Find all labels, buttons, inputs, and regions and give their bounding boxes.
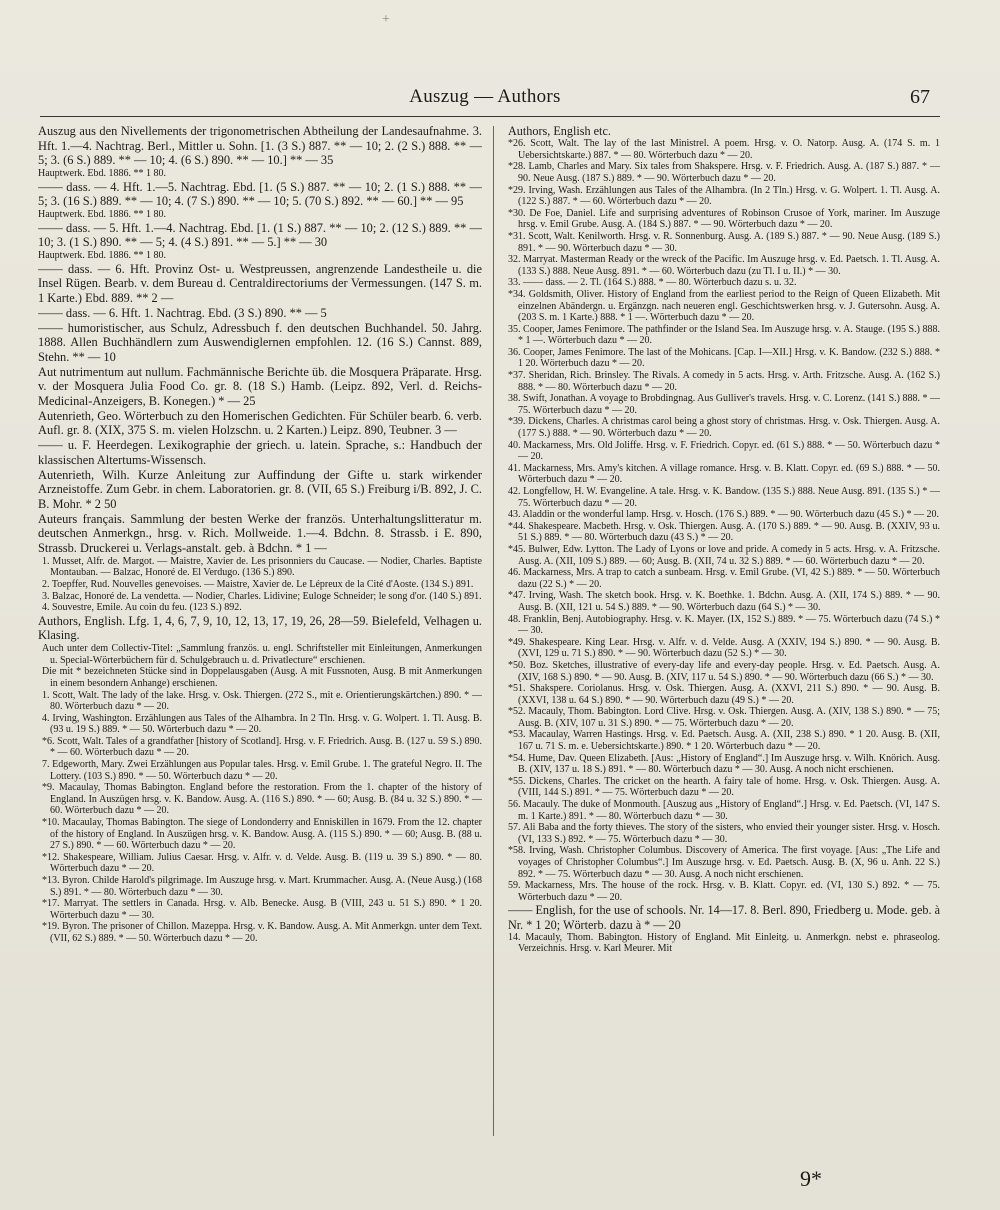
catalog-entry: *30. De Foe, Daniel. Life and surprising adventures of Robinson Crusoe of York, mariner. Im Auszuge hrsg. v. Emil Grube. Ausg. A. (184 S.) 887. * — 90. Wörterbuch dazu * — 20. bbox=[508, 207, 940, 231]
catalog-entry: —— dass. — 4. Hft. 1.—5. Nachtrag. Ebd. [1. (5 S.) 887. ** — 10; 2. (1 S.) 888. ** — 5; 3. (16 S.) 889. ** — 10; 4. (7 S.) 890. ** — 10; 5. (70 S.) 892. ** — 60.] ** — 95 bbox=[38, 179, 482, 209]
left-column bbox=[38, 124, 482, 1164]
catalog-entry: *49. Shakespeare. King Lear. Hrsg. v. Alfr. v. d. Velde. Ausg. A (XXIV, 194 S.) 890. * — 90. Ausg. B. (XVI, 129 u. 71 S.) 890. * — 90. Wörterbuch dazu (52 S.) * — 30. bbox=[508, 636, 940, 660]
catalog-entry: 33. —— dass. — 2. Tl. (164 S.) 888. * — 80. Wörterbuch dazu s. u. 32. bbox=[508, 277, 797, 289]
catalog-entry: *45. Bulwer, Edw. Lytton. The Lady of Lyons or love and pride. A comedy in 5 acts. Hrsg. v. A. Fritzsche. Ausg. A. (XII, 109 S.) 889. — 60; Ausg. B. (XII, 74 u. 32 S.) 889. * — 60. Wörterbuch dazu * — 20. bbox=[508, 543, 940, 567]
catalog-entry: 41. Mackarness, Mrs. Amy's kitchen. A village romance. Hrsg. v. B. Klatt. Copyr. ed. (69 S.) 888. * — 50. Wörterbuch dazu * — 20. bbox=[508, 462, 940, 486]
signature-mark: 9* bbox=[800, 1166, 822, 1191]
catalog-entry: Aut nutrimentum aut nullum. Fachmännische Berichte üb. die Mosquera Präparate. Hrsg. v. der Mosquera Julia Food Co. gr. 8. (18 S.) Hamb. (Leipz. 892, Verl. d. Reichs-Medicinal-Anzeigers, B. Konegen.) * — 25 bbox=[38, 364, 482, 409]
catalog-entry: Autenrieth, Wilh. Kurze Anleitung zur Auffindung der Gifte u. stark wirkender Arzneistoffe. Zum Gebr. in chem. Laboratorien. gr. 8. (VII, 65 S.) Freiburg i/B. 892, J. C. B. Mohr. * 2 50 bbox=[38, 467, 482, 511]
page-header bbox=[40, 86, 930, 120]
catalog-entry: Autenrieth, Geo. Wörterbuch zu den Homerischen Gedichten. Für Schüler bearb. 6. verb. Aufl. gr. 8. (XIX, 375 S. m. vielen Holzschn. u. 2 Karten.) Leipz. 890, Teubner. 3 — bbox=[38, 408, 482, 438]
catalog-entry: *54. Hume, Dav. Queen Elizabeth. [Aus: „History of England“.] Im Auszuge hrsg. v. Wilh. Knörich. Ausg. B. (XIV, 137 u. 18 S.) 891. * — 80. Wörterbuch dazu * — 30. Ausg. A noch nicht erschienen. bbox=[508, 752, 940, 776]
catalog-entry: Authors, English etc. bbox=[508, 124, 611, 138]
catalog-entry: 43. Aladdin or the wonderful lamp. Hrsg. v. Hosch. (176 S.) 889. * — 90. Wörterbuch dazu (45 S.) * — 20. bbox=[508, 509, 940, 521]
catalog-entry: —— humoristischer, aus Schulz, Adressbuch f. den deutschen Buchhandel. 50. Jahrg. 1888. Allen Buchhändlern zum Auswendiglernen empfohlen. 12. (16 S.) Cannst. 889, Stehn. ** — 10 bbox=[38, 320, 482, 364]
catalog-entry: 38. Swift, Jonathan. A voyage to Brobdingnag. Aus Gulliver's travels. Hrsg. v. C. Lorenz. (141 S.) 888. * — 75. Wörterbuch dazu * — 20. bbox=[508, 393, 940, 416]
corner-mark: + bbox=[382, 12, 390, 27]
catalog-entry: *55. Dickens, Charles. The cricket on the hearth. A fairy tale of home. Hrsg. v. Osk. Thiergen. Ausg. A. (VIII, 144 S.) 891. * — 75. Wörterbuch dazu * — 20. bbox=[508, 775, 940, 799]
catalog-entry: Auteurs français. Sammlung der besten Werke der französ. Unterhaltungslitteratur m. deutschen Anmerkgn., hrsg. v. Rich. Mollweide. 1.—4. Bdchn. 8. Strassb. i E. 890, Strassb. Druckerei u. Verlags-anstalt. geb. à Bdchn. * 1 — bbox=[38, 511, 482, 556]
catalog-entry: Hauptwerk. Ebd. 1886. ** 1 80. bbox=[38, 209, 167, 221]
catalog-entry: 3. Balzac, Honoré de. La vendetta. — Nodier, Charles. Lidivine; Euloge Schneider; le song d'or. (140 S.) 891. bbox=[42, 590, 482, 602]
catalog-entry: *39. Dickens, Charles. A christmas carol being a ghost story of christmas. Hrsg. v. Osk. Thiergen. Ausg. A. (177 S.) 888. * — 90. Wörterbuch dazu * — 20. bbox=[508, 416, 940, 440]
right-column bbox=[508, 124, 940, 1164]
catalog-entry: —— dass. — 6. Hft. Provinz Ost- u. Westpreussen, angrenzende Landestheile u. die Insel Rügen. Bearb. v. dem Bureau d. Centraldirectoriums der Vermessungen. (147 S. m. 1 Karte.) Ebd. 889. ** 2 — bbox=[38, 261, 482, 306]
catalog-entry: Hauptwerk. Ebd. 1886. ** 1 80. bbox=[38, 250, 167, 262]
catalog-entry: Authors, English. Lfg. 1, 4, 6, 7, 9, 10, 12, 13, 17, 19, 26, 28—59. Bielefeld, Velhagen u. Klasing. bbox=[38, 613, 482, 643]
catalog-entry: *50. Boz. Sketches, illustrative of every-day life and every-day people. Hrsg. v. Ed. Paetsch. Ausg. A. (XIV, 168 S.) 890. * — 90. Ausg. B. (XIV, 117 u. 54 S.) 890. * — 90. Wörterbuch dazu (66 S.) * — 30. bbox=[508, 659, 940, 683]
catalog-entry: *26. Scott, Walt. The lay of the last Ministrel. A poem. Hrsg. v. O. Natorp. Ausg. A. (174 S. m. 1 Uebersichtskarte.) 887. * — 80. Wörterbuch dazu * — 20. bbox=[508, 138, 940, 161]
catalog-entry: Hauptwerk. Ebd. 1886. ** 1 80. bbox=[38, 168, 167, 180]
catalog-entry: 57. Ali Baba and the forty thieves. The story of the sisters, who envied their younger sister. Hrsg. v. Hosch. (VI, 133 S.) 892. * — 75. Wörterbuch dazu * — 30. bbox=[508, 822, 940, 845]
catalog-entry: *12. Shakespeare, William. Julius Caesar. Hrsg. v. Alfr. v. d. Velde. Ausg. B. (119 u. 39 S.) 890. * — 80. Wörterbuch dazu * — 20. bbox=[42, 851, 482, 875]
catalog-entry: *51. Shakspere. Coriolanus. Hrsg. v. Osk. Thiergen. Ausg. A. (XXVI, 211 S.) 890. * — 90. Ausg. B. (XXVI, 138 u. 64 S.) 890. * — 90. Wörterbuch dazu (49 S.) * — 20. bbox=[508, 683, 940, 706]
catalog-entry: Die mit * bezeichneten Stücke sind in Doppelausgaben (Ausg. A mit Fussnoten, Ausg. B mit Anmerkungen in einem besondern Anhange) erschienen. bbox=[42, 666, 482, 689]
catalog-entry: 14. Macauly, Thom. Babington. History of England. Mit Einleitg. u. Anmerkgn. nebst e. phraseolog. Verzeichnis. Hrsg. v. Karl Meurer. Mit bbox=[508, 931, 940, 955]
catalog-entry: 7. Edgeworth, Mary. Zwei Erzählungen aus Popular tales. Hrsg. v. Emil Grube. 1. The grateful Negro. II. The Lottery. (103 S.) 890. * — 50. Wörterbuch dazu * — 20. bbox=[42, 759, 482, 782]
catalog-entry: *58. Irving, Wash. Christopher Columbus. Discovery of America. The first voyage. [Aus: „The Life and voyages of Christopher Columbus“.] Im Auszuge hrsg. v. Ed. Paetsch. Ausg. B. (X, 96 u. Anh. 22 S.) 892. * — 75. Wörterbuch dazu * — 30. Ausg. A noch nicht erschienen. bbox=[508, 845, 940, 880]
catalog-entry: Auch unter dem Collectiv-Titel: „Sammlung französ. u. engl. Schriftsteller mit Einleitungen, Anmerkungen u. Special-Wörterbüchern für d. Schulgebrauch u. d. Privatlecture“ erschienen. bbox=[42, 643, 482, 666]
catalog-entry: 48. Franklin, Benj. Autobiography. Hrsg. v. K. Mayer. (IX, 152 S.) 889. * — 75. Wörterbuch dazu (74 S.) * — 30. bbox=[508, 613, 940, 637]
catalog-entry: *34. Goldsmith, Oliver. History of England from the earliest period to the Reign of Queen Elizabeth. Mit einzelnen Abändergn. u. Ergänzgn. nach neueren engl. Geschichtswerken hrsg. v. J. Gutersohn. Ausg. A. (203 S. m. 1 Karte.) 888. * 1 —. Wörterbuch dazu * — 20. bbox=[508, 288, 940, 324]
catalog-entry: —— English, for the use of schools. Nr. 14—17. 8. Berl. 890, Friedberg u. Mode. geb. à Nr. * 1 20; Wörterb. dazu à * — 20 bbox=[508, 903, 940, 932]
catalog-entry: *47. Irving, Wash. The sketch book. Hrsg. v. K. Boethke. 1. Bdchn. Ausg. A. (XII, 174 S.) 889. * — 90. Ausg. B. (XII, 121 u. 54 S.) 889. * — 90. Wörterbuch dazu (64 S.) * — 30. bbox=[508, 590, 940, 613]
catalog-entry: *9. Macaulay, Thomas Babington. England before the restoration. From the 1. chapter of the history of England. In Auszügen hrsg. v. K. Bandow. Ausg. A. (116 S.) 890. * — 60; Ausg. B. (84 u. 32 S.) 890. * — 60. Wörterbuch dazu * — 20. bbox=[42, 782, 482, 817]
catalog-entry: 40. Mackarness, Mrs. Old Joliffe. Hrsg. v. F. Friedrich. Copyr. ed. (61 S.) 888. * — 50. Wörterbuch dazu * — 20. bbox=[508, 439, 940, 463]
catalog-entry: *28. Lamb, Charles and Mary. Six tales from Shakspere. Hrsg. v. F. Friedrich. Ausg. A. (187 S.) 887. * — 90. Neue Ausg. (187 S.) 889. * — 90. Wörterbuch dazu * — 20. bbox=[508, 161, 940, 184]
catalog-entry: Auszug aus den Nivellements der trigonometrischen Abtheilung der Landesaufnahme. 3. Hft. 1.—4. Nachtrag. Berl., Mittler u. Sohn. [1. (3 S.) 887. ** — 10; 2. (2 S.) 888. ** — 5; 3. (6 S.) 889. ** — 10; 4. (6 S.) 890. ** — 10.] ** — 35 bbox=[38, 124, 482, 168]
catalog-entry: 35. Cooper, James Fenimore. The pathfinder or the Island Sea. Im Auszuge hrsg. v. A. Stauge. (195 S.) 888. * 1 —. Wörterbuch dazu * — 20. bbox=[508, 323, 940, 347]
catalog-entry: —— dass. — 6. Hft. 1. Nachtrag. Ebd. (3 S.) 890. ** — 5 bbox=[38, 305, 327, 320]
catalog-entry: 2. Toepffer, Rud. Nouvelles genevoises. — Maistre, Xavier de. Le Lépreux de la Cité d'Aoste. (134 S.) 891. bbox=[42, 578, 474, 590]
catalog-entry: *13. Byron. Childe Harold's pilgrimage. Im Auszuge hrsg. v. Mart. Krummacher. Ausg. A. (Neue Ausg.) (168 S.) 891. * — 80. Wörterbuch dazu * — 30. bbox=[42, 875, 482, 898]
column-divider bbox=[493, 126, 494, 1136]
running-title: Auszug — Authors bbox=[409, 86, 561, 107]
catalog-entry: 42. Longfellow, H. W. Evangeline. A tale. Hrsg. v. K. Bandow. (135 S.) 888. Neue Ausg. 891. (135 S.) * — 75. Wörterbuch dazu * — 20. bbox=[508, 486, 940, 509]
header-rule bbox=[40, 116, 940, 117]
catalog-entry: —— dass. — 5. Hft. 1.—4. Nachtrag. Ebd. [1. (1 S.) 887. ** — 10; 2. (12 S.) 889. ** — 10; 3. (1 S.) 890. ** — 5; 4. (4 S.) 891. ** — 5.] ** — 30 bbox=[38, 220, 482, 250]
page-number: 67 bbox=[910, 86, 930, 108]
catalog-entry: 36. Cooper, James Fenimore. The last of the Mohicans. [Cap. I—XII.] Hrsg. v. K. Bandow. (232 S.) 888. * 1 20. Wörterbuch dazu * — 20. bbox=[508, 346, 940, 370]
catalog-entry: *37. Sheridan, Rich. Brinsley. The Rivals. A comedy in 5 acts. Hrsg. v. Arth. Fritzsche. Ausg. A. (162 S.) 888. * — 80. Wörterbuch dazu * — 20. bbox=[508, 370, 940, 393]
catalog-entry: 1. Scott, Walt. The lady of the lake. Hrsg. v. Osk. Thiergen. (272 S., mit e. Orientierungskärtchen.) 890. * — 80. Wörterbuch dazu * — 20. bbox=[42, 689, 482, 713]
catalog-entry: *31. Scott, Walt. Kenilworth. Hrsg. v. R. Sonnenburg. Ausg. A. (189 S.) 887. * — 90. Neue Ausg. (189 S.) 891. * — 90. Wörterbuch dazu * — 30. bbox=[508, 230, 940, 254]
catalog-entry: 4. Irving, Washington. Erzählungen aus Tales of the Alhambra. In 2 Tln. Hrsg. v. G. Wolpert. 1. Tl. Ausg. B. (93 u. 19 S.) 889. * — 50. Wörterbuch dazu * — 20. bbox=[42, 712, 482, 736]
catalog-entry: 1. Musset, Alfr. de. Margot. — Maistre, Xavier de. Les prisonniers du Caucase. — Nodier, Charles. Baptiste Montauban. — Balzac, Honoré de. El Verdugo. (136 S.) 890. bbox=[42, 555, 482, 579]
catalog-entry: 46. Mackarness, Mrs. A trap to catch a sunbeam. Hrsg. v. Emil Grube. (VI, 42 S.) 889. * — 50. Wörterbuch dazu (22 S.) * — 20. bbox=[508, 567, 940, 590]
catalog-entry: 4. Souvestre, Emile. Au coin du feu. (123 S.) 892. bbox=[42, 602, 242, 614]
catalog-entry: *44. Shakespeare. Macbeth. Hrsg. v. Osk. Thiergen. Ausg. A. (170 S.) 889. * — 90. Ausg. B. (XXIV, 93 u. 51 S.) 889. * — 80. Wörterbuch dazu (43 S.) * — 20. bbox=[508, 520, 940, 544]
catalog-entry: *19. Byron. The prisoner of Chillon. Mazeppa. Hrsg. v. K. Bandow. Ausg. A. Mit Anmerkgn. unter dem Text. (VII, 62 S.) 889. * — 50. Wörterbuch dazu * — 20. bbox=[42, 921, 482, 944]
catalog-entry: *52. Macauly, Thom. Babington. Lord Clive. Hrsg. v. Osk. Thiergen. Ausg. A. (XIV, 138 S.) 890. * — 75; Ausg. B. (XIV, 107 u. 31 S.) 890. * — 75. Wörterbuch dazu * — 20. bbox=[508, 706, 940, 729]
catalog-entry: *6. Scott, Walt. Tales of a grandfather [history of Scotland]. Hrsg. v. F. Friedrich. Ausg. B. (127 u. 59 S.) 890. * — 60. Wörterbuch dazu * — 20. bbox=[42, 735, 482, 759]
catalog-entry: *17. Marryat. The settlers in Canada. Hrsg. v. Alb. Benecke. Ausg. B (VIII, 243 u. 51 S.) 890. * 1 20. Wörterbuch dazu * — 30. bbox=[42, 898, 482, 921]
catalog-entry: *10. Macaulay, Thomas Babington. The siege of Londonderry and Enniskillen in 1679. From the 12. chapter of the history of England. In Auszügen hrsg. v. K. Bandow. Ausg. A. (115 S.) 890. * — 60; Ausg. B. (88 u. 27 S.) 890. * — 60. Wörterbuch dazu * — 20. bbox=[42, 817, 482, 852]
catalog-entry: *29. Irving, Wash. Erzählungen aus Tales of the Alhambra. (In 2 Tln.) Hrsg. v. G. Wolpert. 1. Tl. Ausg. A. (122 S.) 887. * — 60. Wörterbuch dazu * — 20. bbox=[508, 184, 940, 208]
catalog-entry: 59. Mackarness, Mrs. The house of the rock. Hrsg. v. B. Klatt. Copyr. ed. (VI, 130 S.) 892. * — 75. Wörterbuch dazu * — 20. bbox=[508, 880, 940, 903]
catalog-entry: 56. Macauly. The duke of Monmouth. [Auszug aus „History of England“.] Hrsg. v. Ed. Paetsch. (VI, 147 S. m. 1 Karte.) 891. * — 80. Wörterbuch dazu * — 30. bbox=[508, 799, 940, 822]
catalog-entry: 32. Marryat. Masterman Ready or the wreck of the Pacific. Im Auszuge hrsg. v. Ed. Paetsch. 1. Tl. Ausg. A. (133 S.) 888. Neue Ausg. 891. * — 60. Wörterbuch dazu (zu Tl. I u. II.) * — 30. bbox=[508, 254, 940, 277]
catalog-entry: —— u. F. Heerdegen. Lexikographie der griech. u. latein. Sprache, s.: Handbuch der klassischen Altertums-Wissensch. bbox=[38, 438, 482, 467]
catalog-entry: *53. Macaulay, Warren Hastings. Hrsg. v. Ed. Paetsch. Ausg. A. (XII, 238 S.) 890. * 1 20. Ausg. B. (XII, 167 u. 71 S. m. e. Uebersichtskarte.) 890. * 1 20. Wörterbuch dazu * — 20. bbox=[508, 729, 940, 753]
